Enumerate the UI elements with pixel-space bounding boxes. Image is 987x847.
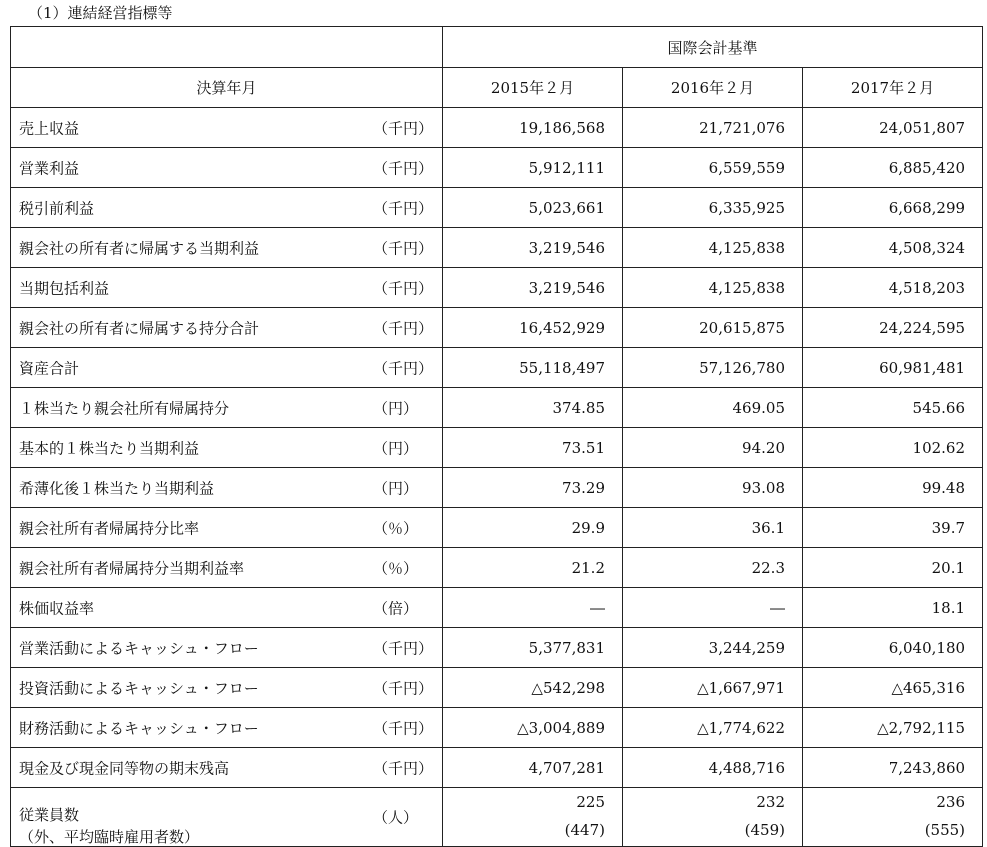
row-unit: （千円） [373,719,434,737]
employees-value: 232 [756,793,785,811]
row-unit: （千円） [373,759,434,777]
row-label-cell [11,628,443,668]
row-label-cell [11,348,443,388]
row-unit: （千円） [373,159,434,177]
employees-sublabel: （外、平均臨時雇用者数） [19,828,200,846]
table-row [11,588,983,628]
value-cell: 469.05 [623,388,803,428]
row-unit: （倍） [373,599,419,617]
row-label-cell [11,468,443,508]
value-cell: 19,186,568 [443,108,623,148]
row-unit: （円） [373,399,419,417]
value-cell: 16,452,929 [443,308,623,348]
value-cell: 6,559,559 [623,148,803,188]
row-label-cell [11,668,443,708]
row-unit: （円） [373,479,419,497]
year-header: 2017年２月 [803,68,983,108]
value-cell: 55,118,497 [443,348,623,388]
value-cell: △542,298 [443,668,623,708]
row-unit: （千円） [373,199,434,217]
table-row [11,268,983,308]
value-cell: 4,707,281 [443,748,623,788]
row-unit: （千円） [373,319,434,337]
row-label-cell [11,228,443,268]
row-label: 希薄化後１株当たり当期利益 [19,479,215,497]
row-label-cell [11,268,443,308]
period-label-header: 決算年月 [11,68,443,108]
year-header: 2015年２月 [443,68,623,108]
value-cell: 73.29 [443,468,623,508]
row-unit: （千円） [373,359,434,377]
row-label: 基本的１株当たり当期利益 [19,439,200,457]
value-cell: 5,912,111 [443,148,623,188]
value-cell: △1,774,622 [623,708,803,748]
table-row [11,388,983,428]
value-cell: 24,051,807 [803,108,983,148]
row-label-cell [11,428,443,468]
table-row-employees [11,788,983,847]
row-label-cell [11,548,443,588]
row-label-cell [11,748,443,788]
value-cell: ― [623,588,803,628]
employees-temp-value: (555) [924,821,966,839]
row-unit: （千円） [373,279,434,297]
table-row [11,508,983,548]
value-cell: 36.1 [623,508,803,548]
row-label-cell [11,588,443,628]
row-label: 投資活動によるキャッシュ・フロー [19,679,259,697]
employees-temp-value: (447) [564,821,605,839]
row-unit: （千円） [373,239,434,257]
row-label: 営業利益 [19,159,80,177]
value-cell: 3,219,546 [443,228,623,268]
employees-unit: （人） [373,808,419,827]
employees-value: 225 [576,793,605,811]
value-cell: 545.66 [803,388,983,428]
row-label-cell [11,308,443,348]
table-row [11,148,983,188]
value-cell: 6,668,299 [803,188,983,228]
row-label: 税引前利益 [19,199,95,217]
row-label: 親会社所有者帰属持分当期利益率 [19,559,245,577]
value-cell: 60,981,481 [803,348,983,388]
table-row [11,188,983,228]
value-cell: 102.62 [803,428,983,468]
row-label: 営業活動によるキャッシュ・フロー [19,639,259,657]
table-row [11,548,983,588]
table-row [11,748,983,788]
employees-cell [623,788,803,847]
value-cell: 6,040,180 [803,628,983,668]
data-rows [11,108,983,788]
year-header: 2016年２月 [623,68,803,108]
header-row-standard [11,27,983,68]
value-cell: 24,224,595 [803,308,983,348]
value-cell: △3,004,889 [443,708,623,748]
row-label-cell [11,148,443,188]
row-label: 財務活動によるキャッシュ・フロー [19,719,259,737]
employees-label: 従業員数 [19,806,80,824]
value-cell: 4,125,838 [623,228,803,268]
table-row [11,468,983,508]
row-label: 売上収益 [19,119,80,137]
row-label-cell [11,788,443,847]
value-cell: 4,518,203 [803,268,983,308]
row-unit: （％） [373,519,419,537]
employees-temp-value: (459) [744,821,785,839]
value-cell: 29.9 [443,508,623,548]
table-row [11,308,983,348]
accounting-standard-header: 国際会計基準 [443,27,983,68]
table-row [11,348,983,388]
header-row-years [11,68,983,108]
value-cell: 20,615,875 [623,308,803,348]
row-label-cell [11,508,443,548]
row-unit: （％） [373,559,419,577]
row-label: 親会社所有者帰属持分比率 [19,519,200,537]
value-cell: 73.51 [443,428,623,468]
row-label: 株価収益率 [19,599,95,617]
employees-value: 236 [936,793,966,811]
value-cell: 4,125,838 [623,268,803,308]
value-cell: 99.48 [803,468,983,508]
row-label: 資産合計 [19,359,80,377]
row-unit: （円） [373,439,419,457]
row-label-cell [11,388,443,428]
row-label: 当期包括利益 [19,279,110,297]
employees-cell [803,788,983,847]
value-cell: △1,667,971 [623,668,803,708]
value-cell: 3,219,546 [443,268,623,308]
table-row [11,428,983,468]
row-label: 親会社の所有者に帰属する当期利益 [19,239,260,257]
consolidated-indicators-table [10,26,983,847]
row-label-cell [11,188,443,228]
table-row [11,628,983,668]
value-cell: 374.85 [443,388,623,428]
value-cell: 6,335,925 [623,188,803,228]
row-label: １株当たり親会社所有帰属持分 [19,399,230,417]
row-unit: （千円） [373,679,434,697]
row-label-cell [11,108,443,148]
value-cell: 39.7 [803,508,983,548]
value-cell: 18.1 [803,588,983,628]
value-cell: 6,885,420 [803,148,983,188]
value-cell: △2,792,115 [803,708,983,748]
header-blank-cell [11,27,443,68]
table-row [11,228,983,268]
table-row [11,708,983,748]
table-row [11,108,983,148]
value-cell: 93.08 [623,468,803,508]
employees-cell [443,788,623,847]
value-cell: 57,126,780 [623,348,803,388]
section-title: （1）連結経営指標等 [28,4,173,22]
value-cell: 4,488,716 [623,748,803,788]
table-row [11,668,983,708]
value-cell: 22.3 [623,548,803,588]
value-cell: 4,508,324 [803,228,983,268]
value-cell: 21,721,076 [623,108,803,148]
value-cell: 20.1 [803,548,983,588]
value-cell: 7,243,860 [803,748,983,788]
row-label-cell [11,708,443,748]
value-cell: 21.2 [443,548,623,588]
value-cell: 5,023,661 [443,188,623,228]
value-cell: 5,377,831 [443,628,623,668]
value-cell: 94.20 [623,428,803,468]
value-cell: ― [443,588,623,628]
row-label: 現金及び現金同等物の期末残高 [19,759,230,777]
row-unit: （千円） [373,119,434,137]
value-cell: △465,316 [803,668,983,708]
value-cell: 3,244,259 [623,628,803,668]
row-unit: （千円） [373,639,434,657]
row-label: 親会社の所有者に帰属する持分合計 [19,319,260,337]
